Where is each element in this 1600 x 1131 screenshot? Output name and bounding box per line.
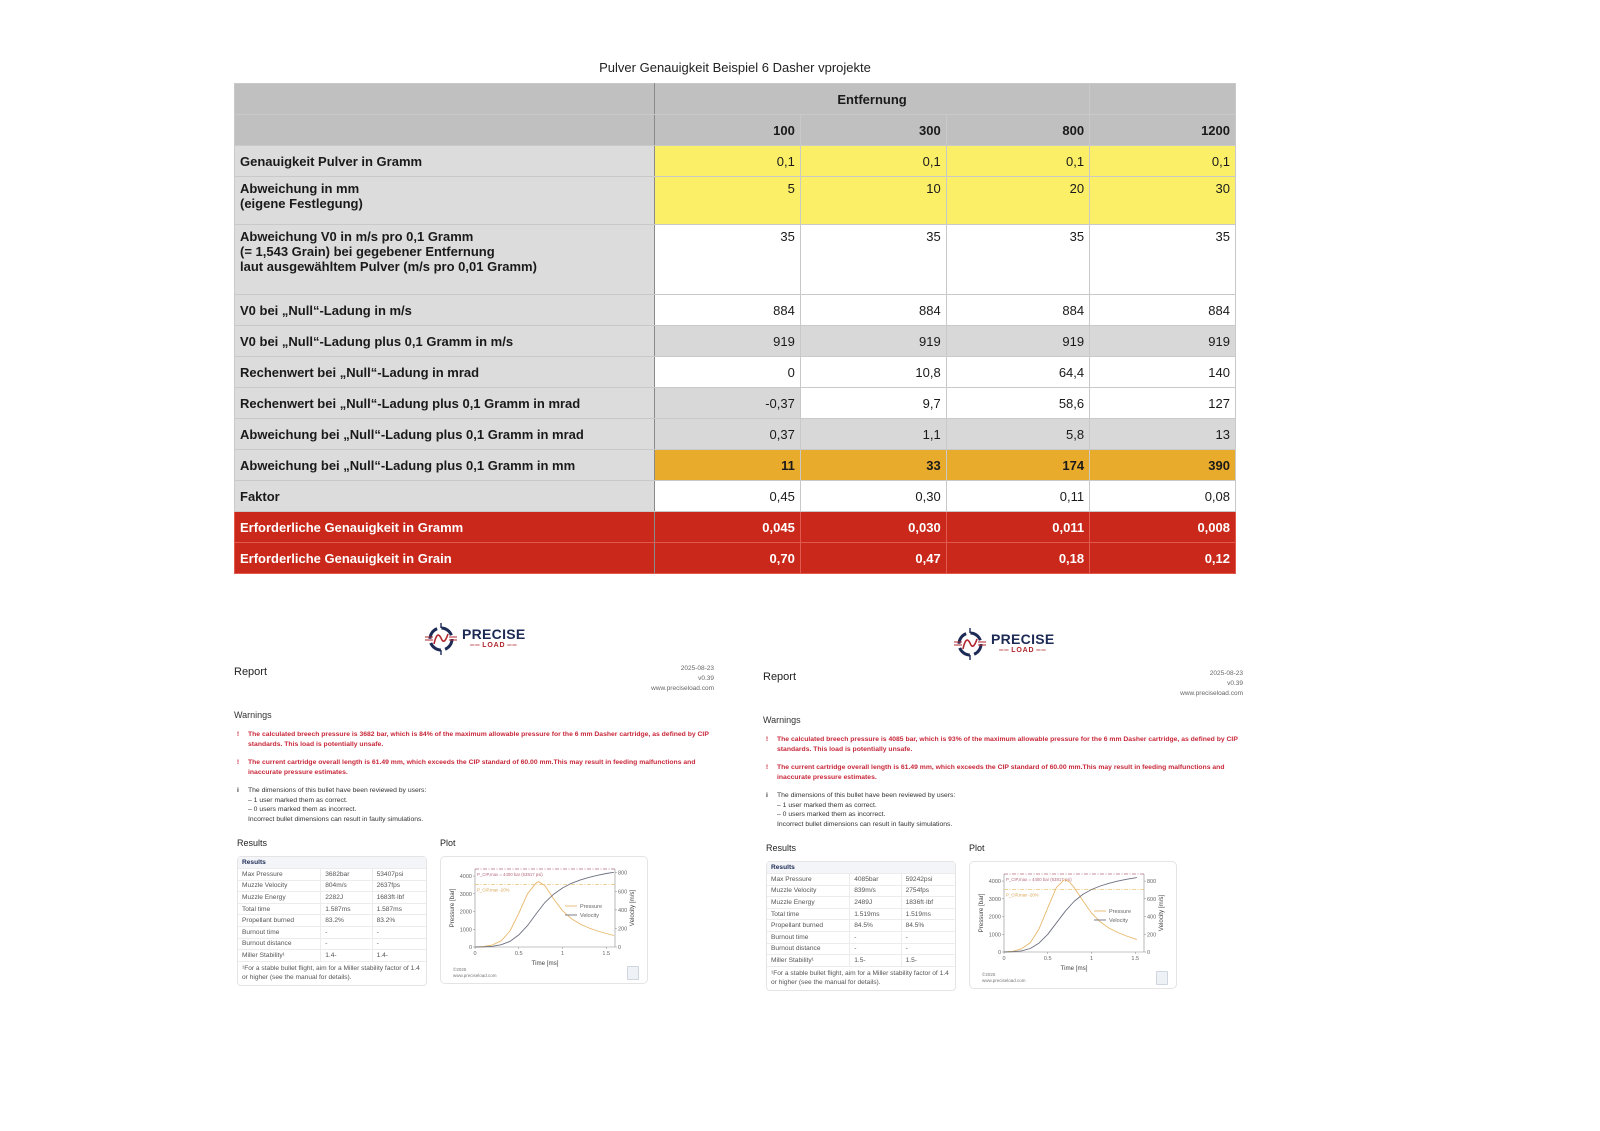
row-label: Abweichung in mm (eigene Festlegung)	[235, 177, 655, 225]
value-cell[interactable]: 0,011	[946, 512, 1089, 543]
table-row	[235, 295, 1236, 326]
results-row	[238, 892, 426, 904]
y2-tick-label: 0	[1147, 950, 1151, 956]
pmax-minus20-annotation: P_CIP,max -20%	[477, 887, 510, 893]
value-cell[interactable]: 0,12	[1090, 543, 1236, 574]
value-cell[interactable]: 1,1	[800, 419, 946, 450]
legend-label-velocity: Velocity	[580, 913, 599, 919]
x-tick-label: 1.5	[602, 951, 611, 957]
exclamation-icon: !	[765, 736, 769, 743]
warnings-heading: Warnings	[763, 715, 801, 725]
report-meta	[1180, 669, 1243, 699]
value-cell[interactable]: 0,1	[800, 146, 946, 177]
result-label: Miller Stability¹	[238, 950, 321, 962]
row-label: V0 bei „Null“-Ladung in m/s	[235, 295, 655, 326]
y2-tick-label: 800	[618, 870, 628, 877]
results-table	[238, 857, 426, 961]
result-value: 3682bar	[321, 869, 372, 881]
table-row	[235, 481, 1236, 512]
value-cell[interactable]: 0,008	[1090, 512, 1236, 543]
value-cell[interactable]: 0,70	[655, 543, 801, 574]
warnings-heading: Warnings	[234, 710, 272, 720]
y-tick-label: 4000	[459, 874, 472, 881]
x-tick-label: 1	[560, 951, 565, 957]
value-cell[interactable]: -0,37	[655, 388, 801, 419]
value-cell[interactable]: 390	[1090, 450, 1236, 481]
y2-axis-label: Velocity [m/s]	[1158, 894, 1165, 932]
result-label: Burnout time	[238, 927, 321, 939]
value-cell[interactable]: 140	[1090, 357, 1236, 388]
value-cell[interactable]: 11	[655, 450, 801, 481]
results-row	[238, 915, 426, 927]
value-cell[interactable]: 0,45	[655, 481, 801, 512]
plot-card	[969, 861, 1177, 989]
value-cell[interactable]: 13	[1090, 419, 1236, 450]
result-label: Muzzle Velocity	[238, 880, 321, 892]
row-label: Abweichung V0 in m/s pro 0,1 Gramm (= 1,543 Grain) bei gegebener Entfernung laut ausgewähltem Pulver (m/s pro 0,01 Gramm)	[235, 225, 655, 295]
result-value: 1.587ms	[321, 903, 372, 915]
result-value: 83.2%	[372, 915, 426, 927]
row-label: V0 bei „Null“-Ladung plus 0,1 Gramm in m/s	[235, 326, 655, 357]
report-panel-right	[763, 627, 1243, 997]
value-cell[interactable]: 5,8	[946, 419, 1089, 450]
table-row	[235, 177, 1236, 225]
results-row	[238, 938, 426, 950]
pmax-annotation: P_CIP,max = 4400 bar (63817 psi)	[1006, 877, 1072, 882]
x-tick-label: 0	[473, 951, 477, 957]
y-tick-label: 1000	[459, 927, 472, 934]
result-value: 1683ft·lbf	[372, 892, 426, 904]
table-row	[235, 512, 1236, 543]
results-card	[766, 861, 956, 991]
y-tick-label: 3000	[988, 896, 1001, 903]
warning-item	[763, 735, 1243, 754]
results-table-header	[767, 862, 955, 874]
result-value: 839m/s	[850, 885, 901, 897]
value-cell[interactable]: 884	[655, 295, 801, 326]
y-tick-label: 0	[468, 945, 472, 951]
x-tick-label: 0.5	[514, 951, 523, 957]
value-cell[interactable]: 35	[655, 225, 801, 295]
warning-text: The current cartridge overall length is 61.49 mm, which exceeds the CIP standard of 60.00 mm.This may result in feeding malfunctions and inaccurate pressure estimates.	[777, 764, 1225, 781]
x-axis-label: Time [ms]	[531, 960, 559, 967]
results-row	[767, 885, 955, 897]
result-value: -	[372, 938, 426, 950]
value-cell[interactable]: 0,08	[1090, 481, 1236, 512]
header-distance-300: 300	[800, 115, 946, 146]
report-version: v0.39	[1227, 680, 1243, 687]
report-title: Report	[763, 671, 797, 683]
header-distance-group: Entfernung	[655, 84, 1090, 115]
result-value: 1.587ms	[372, 903, 426, 915]
download-image-icon[interactable]	[1156, 971, 1168, 985]
warning-text: The current cartridge overall length is 61.49 mm, which exceeds the CIP standard of 60.00 mm.This may result in feeding malfunctions and inaccurate pressure estimates.	[248, 759, 696, 776]
results-row	[238, 903, 426, 915]
result-value: -	[901, 943, 955, 955]
report-date: 2025-08-23	[1209, 670, 1243, 677]
header-distance-1200: 1200	[1090, 115, 1236, 146]
table-row	[235, 357, 1236, 388]
warning-text: The dimensions of this bullet have been reviewed by users: – 1 user marked them as correct. – 0 users marked them as incorrect. Incorrect bullet dimensions can result in faulty simulations.	[248, 787, 427, 823]
x-tick-label: 0	[1002, 956, 1006, 962]
value-cell[interactable]: 884	[946, 295, 1089, 326]
table-header-distance-row	[235, 115, 1236, 146]
result-value: 804m/s	[321, 880, 372, 892]
results-table-title: Results	[238, 857, 426, 869]
result-value: 83.2%	[321, 915, 372, 927]
value-cell[interactable]: 919	[800, 326, 946, 357]
result-label: Total time	[767, 908, 850, 920]
results-heading: Results	[237, 838, 268, 848]
result-label: Miller Stability¹	[767, 955, 850, 967]
results-row	[767, 908, 955, 920]
x-tick-label: 1.5	[1131, 956, 1140, 962]
pmax-minus20-annotation: P_CIP,max -20%	[1006, 892, 1039, 898]
value-cell[interactable]: 0,11	[946, 481, 1089, 512]
series-line-pressure	[1004, 880, 1137, 952]
result-value: -	[850, 943, 901, 955]
value-cell[interactable]: 919	[946, 326, 1089, 357]
header-distance-800: 800	[946, 115, 1089, 146]
results-row	[238, 880, 426, 892]
value-cell[interactable]: 5	[655, 177, 801, 225]
result-label: Burnout time	[767, 932, 850, 944]
result-label: Propellant burned	[767, 920, 850, 932]
value-cell[interactable]: 33	[800, 450, 946, 481]
y-tick-label: 4000	[988, 879, 1001, 886]
y2-tick-label: 400	[1147, 914, 1157, 921]
results-row	[767, 897, 955, 909]
result-value: -	[321, 927, 372, 939]
y2-tick-label: 600	[618, 889, 628, 896]
table-row	[235, 543, 1236, 574]
value-cell[interactable]: 0,045	[655, 512, 801, 543]
plot-heading: Plot	[969, 843, 985, 853]
result-value: 2489J	[850, 897, 901, 909]
result-label: Muzzle Velocity	[767, 885, 850, 897]
row-label: Erforderliche Genauigkeit in Grain	[235, 543, 655, 574]
result-value: 2754fps	[901, 885, 955, 897]
result-label: Propellant burned	[238, 915, 321, 927]
value-cell[interactable]: 0,47	[800, 543, 946, 574]
exclamation-icon: !	[236, 759, 240, 766]
result-label: Max Pressure	[767, 874, 850, 886]
y2-tick-label: 200	[618, 926, 628, 933]
logo-wordmark	[991, 632, 1055, 656]
result-value: -	[372, 927, 426, 939]
value-cell[interactable]: 919	[655, 326, 801, 357]
warning-text: The calculated breech pressure is 3682 bar, which is 84% of the maximum allowable pressure for the 6 mm Dasher cartridge, as defined by CIP standards. This load is potentially unsafe.	[248, 731, 709, 748]
precise-load-logo-icon	[953, 627, 987, 661]
result-value: 1.519ms	[901, 908, 955, 920]
result-value: 1.4-	[321, 950, 372, 962]
value-cell[interactable]: 0,030	[800, 512, 946, 543]
result-value: 1.4-	[372, 950, 426, 962]
info-item	[763, 791, 1243, 829]
value-cell[interactable]: 10,8	[800, 357, 946, 388]
row-label: Rechenwert bei „Null“-Ladung in mrad	[235, 357, 655, 388]
plot-copyright: ©2025 www.preciseload.com	[453, 967, 497, 978]
results-row	[238, 869, 426, 881]
value-cell[interactable]: 0,30	[800, 481, 946, 512]
warning-item	[234, 730, 714, 749]
report-meta	[651, 664, 714, 694]
table-row	[235, 388, 1236, 419]
result-label: Max Pressure	[238, 869, 321, 881]
result-value: 53407psi	[372, 869, 426, 881]
result-value: 2282J	[321, 892, 372, 904]
report-version: v0.39	[698, 675, 714, 682]
value-cell[interactable]: 0,1	[946, 146, 1089, 177]
y-tick-label: 1000	[988, 932, 1001, 939]
exclamation-icon: !	[236, 731, 240, 738]
y2-tick-label: 0	[618, 945, 622, 951]
value-cell[interactable]: 174	[946, 450, 1089, 481]
warning-text: The dimensions of this bullet have been reviewed by users: – 1 user marked them as correct. – 0 users marked them as incorrect. Incorrect bullet dimensions can result in faulty simulations.	[777, 792, 956, 828]
result-value: 84.5%	[850, 920, 901, 932]
value-cell[interactable]: 0,1	[655, 146, 801, 177]
y2-tick-label: 200	[1147, 932, 1157, 939]
warning-item	[234, 758, 714, 777]
legend-label-pressure: Pressure	[1109, 909, 1132, 915]
warning-item	[763, 763, 1243, 782]
sheet-title: Pulver Genauigkeit Beispiel 6 Dasher vprojekte	[599, 60, 871, 75]
results-table	[767, 862, 955, 966]
results-table-title: Results	[767, 862, 955, 874]
result-value: 4085bar	[850, 874, 901, 886]
info-icon: i	[766, 792, 768, 799]
logo-word-load: ══ LOAD ══	[997, 646, 1048, 656]
results-card	[237, 856, 427, 986]
result-value: -	[321, 938, 372, 950]
value-cell[interactable]: 0,18	[946, 543, 1089, 574]
x-tick-label: 1	[1089, 956, 1094, 962]
exclamation-icon: !	[765, 764, 769, 771]
legend-label-pressure: Pressure	[580, 904, 603, 910]
value-cell[interactable]: 884	[1090, 295, 1236, 326]
result-value: 84.5%	[901, 920, 955, 932]
results-row	[767, 874, 955, 886]
table-row	[235, 225, 1236, 295]
precise-load-logo-icon	[424, 622, 458, 656]
row-label: Genauigkeit Pulver in Gramm	[235, 146, 655, 177]
header-empty-cell	[235, 84, 655, 115]
warning-text: The calculated breech pressure is 4085 bar, which is 93% of the maximum allowable pressure for the 6 mm Dasher cartridge, as defined by CIP standards. This load is potentially unsafe.	[777, 736, 1238, 753]
results-row	[238, 950, 426, 962]
results-footnote: ¹For a stable bullet flight, aim for a Miller stability factor of 1.4 or higher (see the manual for details).	[238, 961, 426, 985]
info-icon: i	[237, 787, 239, 794]
logo	[953, 627, 1055, 661]
row-label: Faktor	[235, 481, 655, 512]
pressure-velocity-chart	[441, 857, 649, 985]
value-cell[interactable]: 0	[655, 357, 801, 388]
results-row	[767, 932, 955, 944]
value-cell[interactable]: 919	[1090, 326, 1236, 357]
value-cell[interactable]: 0,1	[1090, 146, 1236, 177]
results-footnote: ¹For a stable bullet flight, aim for a Miller stability factor of 1.4 or higher (see the manual for details).	[767, 966, 955, 990]
table-row	[235, 326, 1236, 357]
pmax-annotation: P_CIP,max = 4400 bar (63817 psi)	[477, 872, 543, 877]
y-tick-label: 2000	[459, 909, 472, 916]
download-image-icon[interactable]	[627, 966, 639, 980]
result-value: 59242psi	[901, 874, 955, 886]
result-value: -	[901, 932, 955, 944]
value-cell[interactable]: 10	[800, 177, 946, 225]
results-row	[238, 927, 426, 939]
report-website-link[interactable]: www.preciseload.com	[1180, 690, 1243, 697]
logo-word-precise: PRECISE	[462, 626, 526, 642]
y-tick-label: 3000	[459, 891, 472, 898]
result-label: Burnout distance	[767, 943, 850, 955]
header-distance-100: 100	[655, 115, 801, 146]
result-value: 1836ft·lbf	[901, 897, 955, 909]
y2-tick-label: 600	[1147, 896, 1157, 903]
results-table-header	[238, 857, 426, 869]
report-date: 2025-08-23	[680, 665, 714, 672]
row-label: Rechenwert bei „Null“-Ladung plus 0,1 Gramm in mrad	[235, 388, 655, 419]
table-header-group-row	[235, 84, 1236, 115]
table-row	[235, 450, 1236, 481]
result-label: Muzzle Energy	[767, 897, 850, 909]
y-tick-label: 0	[997, 950, 1001, 956]
value-cell[interactable]: 884	[800, 295, 946, 326]
y2-tick-label: 800	[1147, 879, 1157, 886]
value-cell[interactable]: 9,7	[800, 388, 946, 419]
x-axis-label: Time [ms]	[1060, 965, 1088, 972]
plot-card	[440, 856, 648, 984]
value-cell[interactable]: 35	[946, 225, 1089, 295]
y2-axis-label: Velocity [m/s]	[629, 889, 636, 927]
logo-wordmark	[462, 627, 526, 651]
value-cell[interactable]: 35	[1090, 225, 1236, 295]
table-row	[235, 146, 1236, 177]
pressure-velocity-chart	[970, 862, 1178, 990]
results-row	[767, 920, 955, 932]
value-cell[interactable]: 0,37	[655, 419, 801, 450]
y-axis-label: Pressure [bar]	[978, 893, 985, 933]
row-label: Erforderliche Genauigkeit in Gramm	[235, 512, 655, 543]
y-tick-label: 2000	[988, 914, 1001, 921]
result-label: Total time	[238, 903, 321, 915]
results-row	[767, 943, 955, 955]
value-cell[interactable]: 20	[946, 177, 1089, 225]
result-value: 1.5-	[850, 955, 901, 967]
logo-word-precise: PRECISE	[991, 631, 1055, 647]
value-cell[interactable]: 127	[1090, 388, 1236, 419]
result-label: Burnout distance	[238, 938, 321, 950]
y-axis-label: Pressure [bar]	[449, 888, 456, 928]
header-empty-cell	[1090, 84, 1236, 115]
report-website-link[interactable]: www.preciseload.com	[651, 685, 714, 692]
report-title: Report	[234, 666, 268, 678]
logo	[424, 622, 526, 656]
results-row	[767, 955, 955, 967]
plot-heading: Plot	[440, 838, 456, 848]
row-label: Abweichung bei „Null“-Ladung plus 0,1 Gramm in mrad	[235, 419, 655, 450]
result-value: 1.519ms	[850, 908, 901, 920]
result-value: -	[850, 932, 901, 944]
report-panel-left	[234, 622, 714, 992]
y2-tick-label: 400	[618, 907, 628, 914]
result-label: Muzzle Energy	[238, 892, 321, 904]
table-row	[235, 419, 1236, 450]
results-heading: Results	[766, 843, 797, 853]
info-item	[234, 786, 714, 824]
value-cell[interactable]: 35	[800, 225, 946, 295]
header-empty-cell	[235, 115, 655, 146]
legend-label-velocity: Velocity	[1109, 918, 1128, 924]
value-cell[interactable]: 58,6	[946, 388, 1089, 419]
plot-copyright: ©2025 www.preciseload.com	[982, 972, 1026, 983]
accuracy-table	[234, 83, 1236, 574]
value-cell[interactable]: 64,4	[946, 357, 1089, 388]
x-tick-label: 0.5	[1043, 956, 1052, 962]
result-value: 1.5-	[901, 955, 955, 967]
result-value: 2637fps	[372, 880, 426, 892]
logo-word-load: ══ LOAD ══	[468, 641, 519, 651]
row-label: Abweichung bei „Null“-Ladung plus 0,1 Gramm in mm	[235, 450, 655, 481]
value-cell[interactable]: 30	[1090, 177, 1236, 225]
